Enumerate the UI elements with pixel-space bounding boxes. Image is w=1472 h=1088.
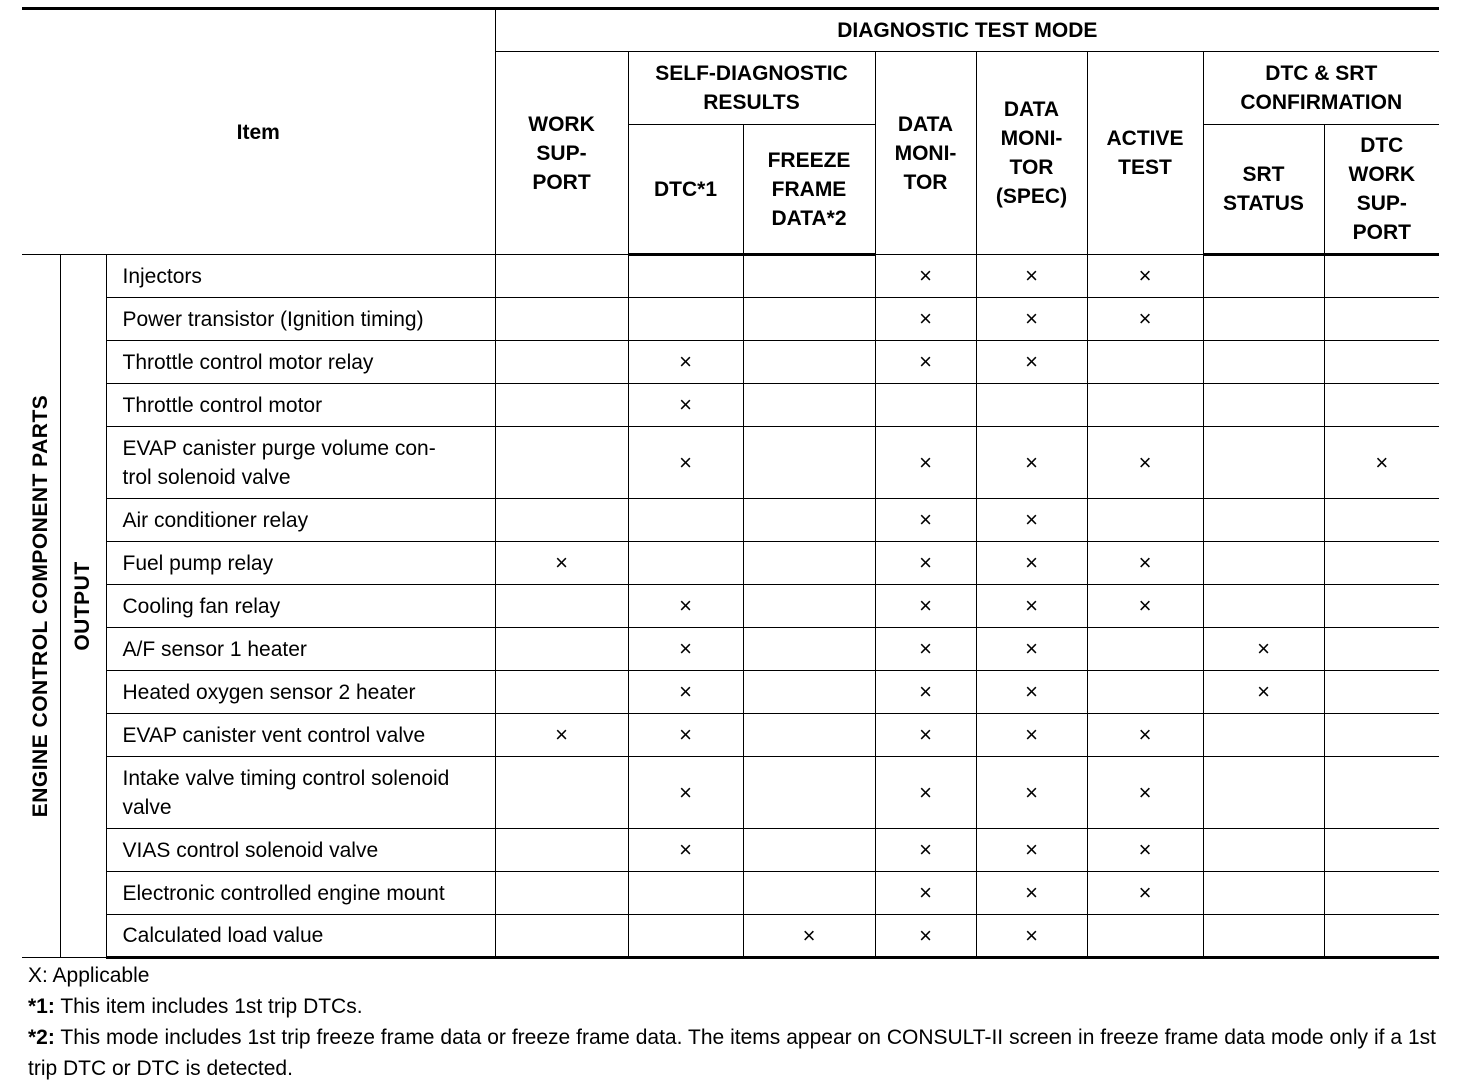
footnote-applicable: X: Applicable xyxy=(28,964,150,987)
applicable-mark: × xyxy=(875,499,976,542)
empty-cell xyxy=(1324,915,1439,958)
applicable-mark: × xyxy=(875,757,976,829)
empty-cell xyxy=(1324,542,1439,585)
empty-cell xyxy=(1203,298,1324,341)
table-row xyxy=(22,585,1439,628)
header-item: Item xyxy=(22,9,495,255)
applicable-mark: × xyxy=(1324,427,1439,499)
empty-cell xyxy=(1324,628,1439,671)
applicable-mark: × xyxy=(976,427,1087,499)
applicable-mark: × xyxy=(875,341,976,384)
applicable-mark: × xyxy=(1087,872,1203,915)
empty-cell xyxy=(743,542,875,585)
empty-cell xyxy=(1324,499,1439,542)
applicable-mark: × xyxy=(628,628,743,671)
item-name: Cooling fan relay xyxy=(106,585,495,628)
applicable-mark: × xyxy=(1087,714,1203,757)
applicable-mark: × xyxy=(875,298,976,341)
item-name: VIAS control solenoid valve xyxy=(106,829,495,872)
applicable-mark: × xyxy=(976,341,1087,384)
empty-cell xyxy=(495,628,628,671)
item-name: Power transistor (Ignition timing) xyxy=(106,298,495,341)
applicable-mark: × xyxy=(495,542,628,585)
header-data-monitor: DATA MONI- TOR xyxy=(875,52,976,255)
footnotes xyxy=(28,960,1436,1084)
empty-cell xyxy=(495,427,628,499)
empty-cell xyxy=(495,384,628,427)
applicable-mark: × xyxy=(628,341,743,384)
empty-cell xyxy=(628,255,743,298)
item-name: Fuel pump relay xyxy=(106,542,495,585)
table-row xyxy=(22,499,1439,542)
applicable-mark: × xyxy=(628,757,743,829)
empty-cell xyxy=(495,671,628,714)
empty-cell xyxy=(1324,671,1439,714)
empty-cell xyxy=(1087,499,1203,542)
header-self-diagnostic-results: SELF-DIAGNOSTIC RESULTS xyxy=(628,52,875,125)
item-name: Throttle control motor relay xyxy=(106,341,495,384)
applicable-mark: × xyxy=(628,829,743,872)
footnote-2: *2: This mode includes 1st trip freeze frame data or freeze frame data. The items appear on CONSULT-II screen in freeze frame data mode only if a 1st trip DTC or DTC is detected. xyxy=(28,1026,1436,1080)
applicable-mark: × xyxy=(875,427,976,499)
empty-cell xyxy=(1203,829,1324,872)
table-row xyxy=(22,714,1439,757)
empty-cell xyxy=(1087,628,1203,671)
diagnostic-test-mode-table xyxy=(22,7,1439,959)
applicable-mark: × xyxy=(875,915,976,958)
applicable-mark: × xyxy=(976,915,1087,958)
applicable-mark: × xyxy=(628,671,743,714)
applicable-mark: × xyxy=(875,628,976,671)
applicable-mark: × xyxy=(976,255,1087,298)
applicable-mark: × xyxy=(976,872,1087,915)
empty-cell xyxy=(743,628,875,671)
empty-cell xyxy=(743,427,875,499)
item-name: Throttle control motor xyxy=(106,384,495,427)
header-srt-status: SRT STATUS xyxy=(1203,125,1324,255)
item-name: Heated oxygen sensor 2 heater xyxy=(106,671,495,714)
header-dtc-srt-confirmation: DTC & SRT CONFIRMATION xyxy=(1203,52,1439,125)
applicable-mark: × xyxy=(1203,671,1324,714)
empty-cell xyxy=(628,499,743,542)
item-name: Electronic controlled engine mount xyxy=(106,872,495,915)
applicable-mark: × xyxy=(976,542,1087,585)
applicable-mark: × xyxy=(976,499,1087,542)
applicable-mark: × xyxy=(495,714,628,757)
empty-cell xyxy=(1087,915,1203,958)
applicable-mark: × xyxy=(875,255,976,298)
empty-cell xyxy=(1324,829,1439,872)
empty-cell xyxy=(1203,714,1324,757)
applicable-mark: × xyxy=(628,714,743,757)
table-row xyxy=(22,298,1439,341)
table-row xyxy=(22,872,1439,915)
empty-cell xyxy=(976,384,1087,427)
table-row xyxy=(22,341,1439,384)
table-row xyxy=(22,628,1439,671)
item-name: EVAP canister vent control valve xyxy=(106,714,495,757)
table-row xyxy=(22,671,1439,714)
empty-cell xyxy=(1203,915,1324,958)
table-row xyxy=(22,829,1439,872)
empty-cell xyxy=(743,255,875,298)
applicable-mark: × xyxy=(1087,427,1203,499)
header-diagnostic-test-mode: DIAGNOSTIC TEST MODE xyxy=(495,9,1439,52)
empty-cell xyxy=(495,757,628,829)
item-name: Calculated load value xyxy=(106,915,495,958)
empty-cell xyxy=(743,585,875,628)
empty-cell xyxy=(743,829,875,872)
group-output: OUTPUT xyxy=(60,255,106,958)
header-freeze-frame-data: FREEZE FRAME DATA*2 xyxy=(743,125,875,255)
empty-cell xyxy=(1087,341,1203,384)
applicable-mark: × xyxy=(976,671,1087,714)
empty-cell xyxy=(495,341,628,384)
applicable-mark: × xyxy=(976,585,1087,628)
empty-cell xyxy=(1203,585,1324,628)
table-row xyxy=(22,427,1439,499)
empty-cell xyxy=(1324,298,1439,341)
applicable-mark: × xyxy=(976,714,1087,757)
applicable-mark: × xyxy=(1087,757,1203,829)
empty-cell xyxy=(495,499,628,542)
empty-cell xyxy=(1324,714,1439,757)
table-row xyxy=(22,757,1439,829)
applicable-mark: × xyxy=(1087,829,1203,872)
empty-cell xyxy=(1324,757,1439,829)
item-name: Air conditioner relay xyxy=(106,499,495,542)
applicable-mark: × xyxy=(628,384,743,427)
table-row xyxy=(22,915,1439,958)
applicable-mark: × xyxy=(1087,255,1203,298)
empty-cell xyxy=(495,915,628,958)
empty-cell xyxy=(495,298,628,341)
header-dtc: DTC*1 xyxy=(628,125,743,255)
empty-cell xyxy=(628,872,743,915)
empty-cell xyxy=(628,298,743,341)
empty-cell xyxy=(495,829,628,872)
applicable-mark: × xyxy=(976,628,1087,671)
applicable-mark: × xyxy=(976,757,1087,829)
applicable-mark: × xyxy=(875,829,976,872)
empty-cell xyxy=(628,542,743,585)
empty-cell xyxy=(1203,499,1324,542)
empty-cell xyxy=(495,255,628,298)
table-body xyxy=(22,255,1439,958)
group-engine-control-component-parts: ENGINE CONTROL COMPONENT PARTS xyxy=(22,255,60,958)
empty-cell xyxy=(1324,341,1439,384)
empty-cell xyxy=(495,585,628,628)
item-name: Intake valve timing control solenoid valve xyxy=(106,757,495,829)
empty-cell xyxy=(1203,427,1324,499)
applicable-mark: × xyxy=(976,298,1087,341)
empty-cell xyxy=(1203,384,1324,427)
header-work-support: WORK SUP- PORT xyxy=(495,52,628,255)
empty-cell xyxy=(743,298,875,341)
empty-cell xyxy=(743,341,875,384)
empty-cell xyxy=(1203,542,1324,585)
empty-cell xyxy=(743,499,875,542)
applicable-mark: × xyxy=(1087,542,1203,585)
applicable-mark: × xyxy=(743,915,875,958)
table-row xyxy=(22,542,1439,585)
empty-cell xyxy=(743,757,875,829)
applicable-mark: × xyxy=(976,829,1087,872)
empty-cell xyxy=(1203,872,1324,915)
item-name: Injectors xyxy=(106,255,495,298)
empty-cell xyxy=(743,671,875,714)
applicable-mark: × xyxy=(1203,628,1324,671)
empty-cell xyxy=(1203,341,1324,384)
footnote-1: *1: This item includes 1st trip DTCs. xyxy=(28,995,363,1018)
applicable-mark: × xyxy=(875,872,976,915)
item-name: A/F sensor 1 heater xyxy=(106,628,495,671)
table-row xyxy=(22,384,1439,427)
header-active-test: ACTIVE TEST xyxy=(1087,52,1203,255)
applicable-mark: × xyxy=(1087,585,1203,628)
empty-cell xyxy=(743,384,875,427)
applicable-mark: × xyxy=(875,585,976,628)
header-dtc-work-support: DTC WORK SUP- PORT xyxy=(1324,125,1439,255)
empty-cell xyxy=(743,714,875,757)
empty-cell xyxy=(1324,585,1439,628)
empty-cell xyxy=(1087,671,1203,714)
empty-cell xyxy=(495,872,628,915)
item-name: EVAP canister purge volume con- trol solenoid valve xyxy=(106,427,495,499)
applicable-mark: × xyxy=(875,714,976,757)
empty-cell xyxy=(1087,384,1203,427)
applicable-mark: × xyxy=(875,671,976,714)
empty-cell xyxy=(1324,255,1439,298)
empty-cell xyxy=(628,915,743,958)
applicable-mark: × xyxy=(1087,298,1203,341)
empty-cell xyxy=(1203,255,1324,298)
table-row xyxy=(22,255,1439,298)
empty-cell xyxy=(1324,872,1439,915)
header-data-monitor-spec: DATA MONI- TOR (SPEC) xyxy=(976,52,1087,255)
empty-cell xyxy=(1203,757,1324,829)
empty-cell xyxy=(875,384,976,427)
empty-cell xyxy=(1324,384,1439,427)
applicable-mark: × xyxy=(628,427,743,499)
applicable-mark: × xyxy=(875,542,976,585)
applicable-mark: × xyxy=(628,585,743,628)
empty-cell xyxy=(743,872,875,915)
